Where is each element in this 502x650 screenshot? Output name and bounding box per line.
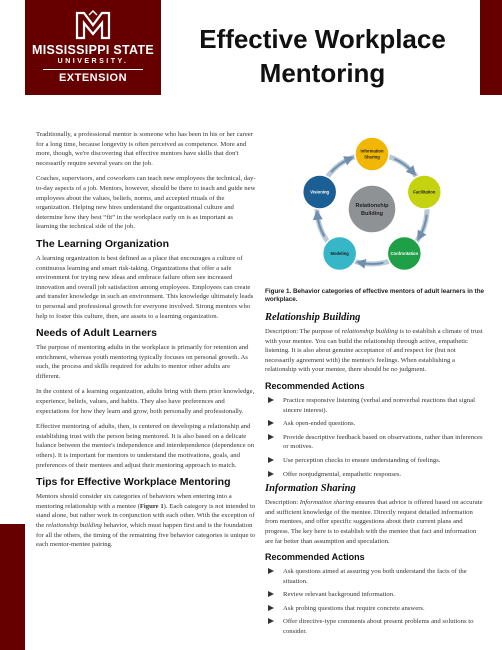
- footer-accent-bar: [0, 524, 25, 650]
- left-column: [36, 130, 256, 556]
- bullet-triangle-icon: [268, 397, 274, 403]
- bullet-triangle-icon: [268, 471, 274, 477]
- right-column: [265, 134, 485, 641]
- figure-caption: Figure 1. Behavior categories of effective mentors of adult learners in the workplace.: [265, 288, 485, 303]
- bullet-triangle-icon: [268, 420, 274, 426]
- brand-name: MISSISSIPPI STATE: [31, 43, 155, 57]
- extension-logo[interactable]: [25, 0, 161, 95]
- info-desc-rest: ensures that advice is offered based on accurate and sufficient knowledge of the mentee. Directly request detailed information from mentees, and offer specific suggestions about their current plans and progress. The key here is to establish with the mentee that fact and information are far better than assumption and speculation.: [265, 499, 483, 545]
- info-sharing-description: [265, 498, 485, 546]
- list-item: [265, 604, 485, 614]
- behavior-node-label: Confrontation: [390, 250, 419, 256]
- learning-org-heading: The Learning Organization: [36, 237, 170, 250]
- brand-subname: UNIVERSITY.: [57, 58, 129, 65]
- intro-paragraph-2: Coaches, supervisors, and coworkers can teach new employees the technical, day-to-day aspects of a job. Mentors, however, should be there to teach and guide new employees about the values, beliefs, norms, and accepted rituals of the organization. Helping new hires understand the organizational culture and determine how they best “fit” in the workplace early on is as important as learning the technical side of the job.: [36, 175, 256, 231]
- behavior-node-label: Facilitation: [413, 189, 436, 195]
- list-item-text: Practice responsive listening (verbal and nonverbal reactions that signal sincere interest).: [283, 396, 476, 414]
- msu-m-logo-icon: [75, 10, 111, 40]
- relationship-desc-em: relationship building: [341, 328, 398, 335]
- bullet-triangle-icon: [268, 434, 274, 440]
- info-sharing-heading: Information Sharing: [265, 483, 356, 495]
- bullet-triangle-icon: [268, 605, 274, 611]
- relationship-actions-list: [265, 396, 485, 479]
- list-item: [265, 567, 485, 586]
- info-desc-em: Information sharing: [299, 499, 354, 507]
- behavior-node-label: Modeling: [330, 250, 349, 256]
- center-node-label: Relationship: [355, 203, 389, 209]
- list-item-text: Review relevant background information.: [283, 591, 395, 599]
- info-actions-list: [265, 567, 485, 637]
- center-node: [348, 185, 396, 233]
- brand-extension: EXTENSION: [58, 72, 128, 84]
- list-item: [265, 470, 485, 480]
- figure-1-reference[interactable]: Figure 1: [139, 502, 164, 510]
- list-item: [265, 590, 485, 600]
- list-item-text: Ask questions aimed at assuring you both understand the facts of the situation.: [283, 568, 467, 585]
- tips-heading: Tips for Effective Workplace Mentoring: [36, 476, 231, 489]
- behavior-node-label: Information: [360, 148, 384, 154]
- list-item-text: Offer nonjudgmental, empathetic responses.: [283, 470, 402, 478]
- needs-paragraph-2: In the context of a learning organization, adults bring with them prior knowledge, experience, beliefs, values, and habits. They also have preferences and expectations for how they learn and grow, both personally and professionally.: [36, 388, 255, 415]
- header-accent-bar: [480, 0, 502, 95]
- bullet-triangle-icon: [268, 457, 274, 463]
- center-node-label: Building: [361, 211, 383, 217]
- page-title-line-1: Effective Workplace: [199, 24, 446, 54]
- bullet-triangle-icon: [268, 618, 274, 624]
- behavior-node-label: Sharing: [364, 154, 380, 160]
- list-item: [265, 433, 485, 452]
- tips-text-b: ). Each category is not intended to stand alone, but rather work in conjunction with each other. With the exception of the: [36, 502, 256, 529]
- info-desc-label: Description:: [265, 499, 300, 507]
- relationship-desc-rest: is to establish a climate of trust with your mentee. You can build the relationship through active, empathetic listening. It is also about genuine acceptance of and respect for (but not necessarily agreement with) the mentee's feelings. When establishing a relationship with your mentee, there should be no judgment.: [265, 328, 483, 374]
- tips-text-c: behavior, which must happen first and is the foundation for all the others, the timing of the remaining five behavior categories is unique to each mentor-mentee pairing.: [36, 522, 256, 549]
- learning-org-paragraph: A learning organization is best defined as a place that encourages a culture of continuous learning and smart risk-taking. Organizations that offer a safe environment for trying new ideas and embrace failure often see increased innovation and overall job satisfaction among employees. Employees can create and transfer knowledge in such an environment. This knowledge ultimately leads to personal and professional growth for everyone involved. Strong mentors who help to foster this culture, then, are assets to a learning organization.: [36, 254, 254, 320]
- relationship-heading: Relationship Building: [265, 312, 361, 323]
- page-title: [190, 22, 455, 90]
- bullet-triangle-icon: [268, 568, 274, 574]
- list-item: [265, 419, 485, 429]
- page-title-line-2: Mentoring: [259, 58, 386, 88]
- behavior-node-label: Visioning: [310, 189, 330, 195]
- info-actions-heading: Recommended Actions: [265, 552, 365, 563]
- bullet-triangle-icon: [268, 591, 274, 597]
- needs-paragraph-1: The purpose of mentoring adults in the workplace is primarily for retention and enrichment, whereas youth mentoring typically focuses on personal growth. As such, the process and skills required for adults to mentor other adults are different.: [36, 344, 249, 380]
- list-item-text: Use perception checks to ensure understanding of feelings.: [283, 456, 441, 464]
- list-item: [265, 456, 485, 466]
- needs-paragraph-3: Effective mentoring of adults, then, is centered on developing a relationship and establishing trust with the person being mentored. It is also based on a delicate balance between the mentee's independence and interdependence (dependence on others). It is important for mentors to understand the motivations, goals, and preferences of their mentees and adjust their mentoring approach to match.: [36, 423, 255, 469]
- intro-paragraph-1: Traditionally, a professional mentor is someone who has been in his or her career for a long time, because longevity is often perceived as competence. More and more, though, we're discovering that effective mentors have skills that don't necessarily require several years on the job.: [36, 131, 253, 167]
- list-item-text: Ask probing questions that require concrete answers.: [283, 604, 425, 612]
- list-item-text: Ask open-ended questions.: [283, 420, 356, 428]
- tips-text-a: Mentors should consider six categories of behaviors when entering into a mentoring relationship with a mentee (: [36, 493, 232, 510]
- needs-heading: Needs of Adult Learners: [36, 327, 157, 340]
- relationship-actions-heading: Recommended Actions: [265, 380, 365, 391]
- relationship-description: [265, 327, 485, 375]
- brand-divider: [43, 69, 143, 70]
- behavior-cycle-diagram: [265, 134, 480, 284]
- list-item: [265, 617, 485, 636]
- list-item-text: Offer directive-type comments about present problems and solutions to consider.: [283, 618, 474, 636]
- tips-text-em: relationship building: [45, 522, 102, 529]
- tips-paragraph: [36, 492, 256, 550]
- relationship-desc-label: Description: The purpose of: [265, 328, 342, 335]
- list-item-text: Provide descriptive feedback based on observations, rather than inferences or motives.: [283, 433, 483, 451]
- list-item: [265, 396, 485, 415]
